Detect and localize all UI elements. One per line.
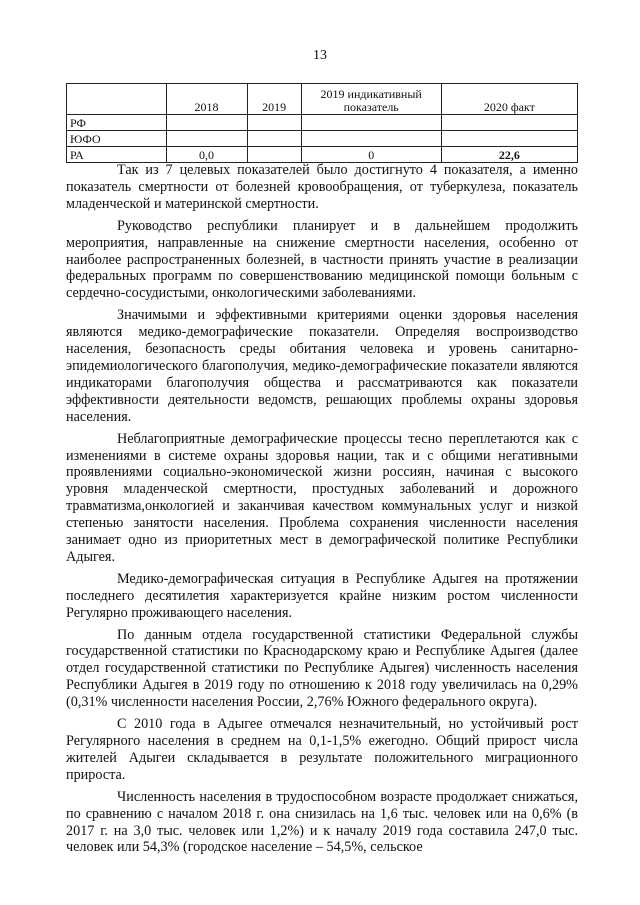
table-cell (301, 131, 441, 147)
table-cell (441, 115, 577, 131)
table-cell (247, 131, 301, 147)
table-header-cell: 2018 (166, 84, 247, 115)
table-cell (441, 131, 577, 147)
paragraph: Медико-демографическая ситуация в Республике Адыгея на протяжении последнего десятилетия характеризуется крайне низким ростом численности Регулярно проживающего населения. (66, 570, 578, 621)
table-cell: 0 (301, 147, 441, 163)
table-cell-region: РА (67, 147, 167, 163)
table-header-cell: 2020 факт (441, 84, 577, 115)
table-cell (247, 147, 301, 163)
table-cell (166, 115, 247, 131)
paragraph: Так из 7 целевых показателей было достигнуто 4 показателя, а именно показатель смертности от болезней кровообращения, от туберкулеза, показатель младенческой и материнской смертности. (66, 162, 578, 212)
table-header-cell: 2019 индикативный показатель (301, 84, 441, 115)
table-row (67, 131, 578, 147)
paragraph: Значимыми и эффективными критериями оценки здоровья населения являются медико-демографические показатели. Определяя воспроизводство населения, безопасность среды обитания человека и уровень санитарно-эпидемиологического благополучия, медико-демографические показатели являются индикаторами благополучия общества и рассматриваются как показатели эффективности деятельности ведомств, решающих проблемы охраны здоровья населения. (66, 307, 578, 425)
page-number: 13 (313, 48, 327, 63)
paragraph: Численность населения в трудоспособном возрасте продолжает снижаться, по сравнению с началом 2018 г. она снизилась на 1,6 тыс. человек или на 0,6% (в 2017 г. на 3,0 тыс. человек или 1,2%) и к началу 2019 года составила 247,0 тыс. человек или 54,3% (городское население – 54,5%, сельское (66, 788, 578, 856)
paragraph: По данным отдела государственной статистики Федеральной службы государственной статистики по Краснодарскому краю и Республике Адыгея (далее отдел государственной статистики по Республике Адыгея) численность населения Республики Адыгея в 2019 году по отношению к 2018 году увеличилась на 0,29% (0,31% численности населения России, 2,76% Южного федерального округа). (66, 626, 578, 711)
table-header-cell: 2019 (247, 84, 301, 115)
table-row (67, 147, 578, 163)
table-row (67, 115, 578, 131)
table-cell: 22,6 (441, 147, 577, 163)
table-cell-region: РФ (67, 115, 167, 131)
table-header-row (67, 84, 578, 115)
table-cell (301, 115, 441, 131)
table-cell (247, 115, 301, 131)
table-cell: 0,0 (166, 147, 247, 163)
paragraph: С 2010 года в Адыгее отмечался незначительный, но устойчивый рост Регулярного населения в среднем на 0,1-1,5% ежегодно. Общий прирост числа жителей Адыгеи складывается в результате положительного миграционного прироста. (66, 716, 578, 783)
table-cell (166, 131, 247, 147)
indicator-table (66, 83, 578, 163)
table-cell-region: ЮФО (67, 131, 167, 147)
table-header-cell (67, 84, 167, 115)
paragraph: Руководство республики планирует и в дальнейшем продолжить мероприятия, направленные на снижение смертности населения, особенно от наиболее распространенных болезней, в частности принять участие в реализации федеральных программ по совершенствованию медицинской помощи больным с сердечно-сосудистыми, онкологическими заболеваниями. (66, 217, 578, 302)
paragraph: Неблагоприятные демографические процессы тесно переплетаются как с изменениями в системе охраны здоровья нации, так и с общими негативными проявлениями социально-экономической жизни россиян, начиная с высокого уровня младенческой смертности, простудных заболеваний и дорожного травматизма,онкологией и заканчивая качеством коммунальных услуг и низкой степенью занятости населения. Проблема сохранения численности населения занимает одно из приоритетных мест в демографической политике Республики Адыгея. (66, 430, 578, 565)
body-text (66, 162, 578, 861)
